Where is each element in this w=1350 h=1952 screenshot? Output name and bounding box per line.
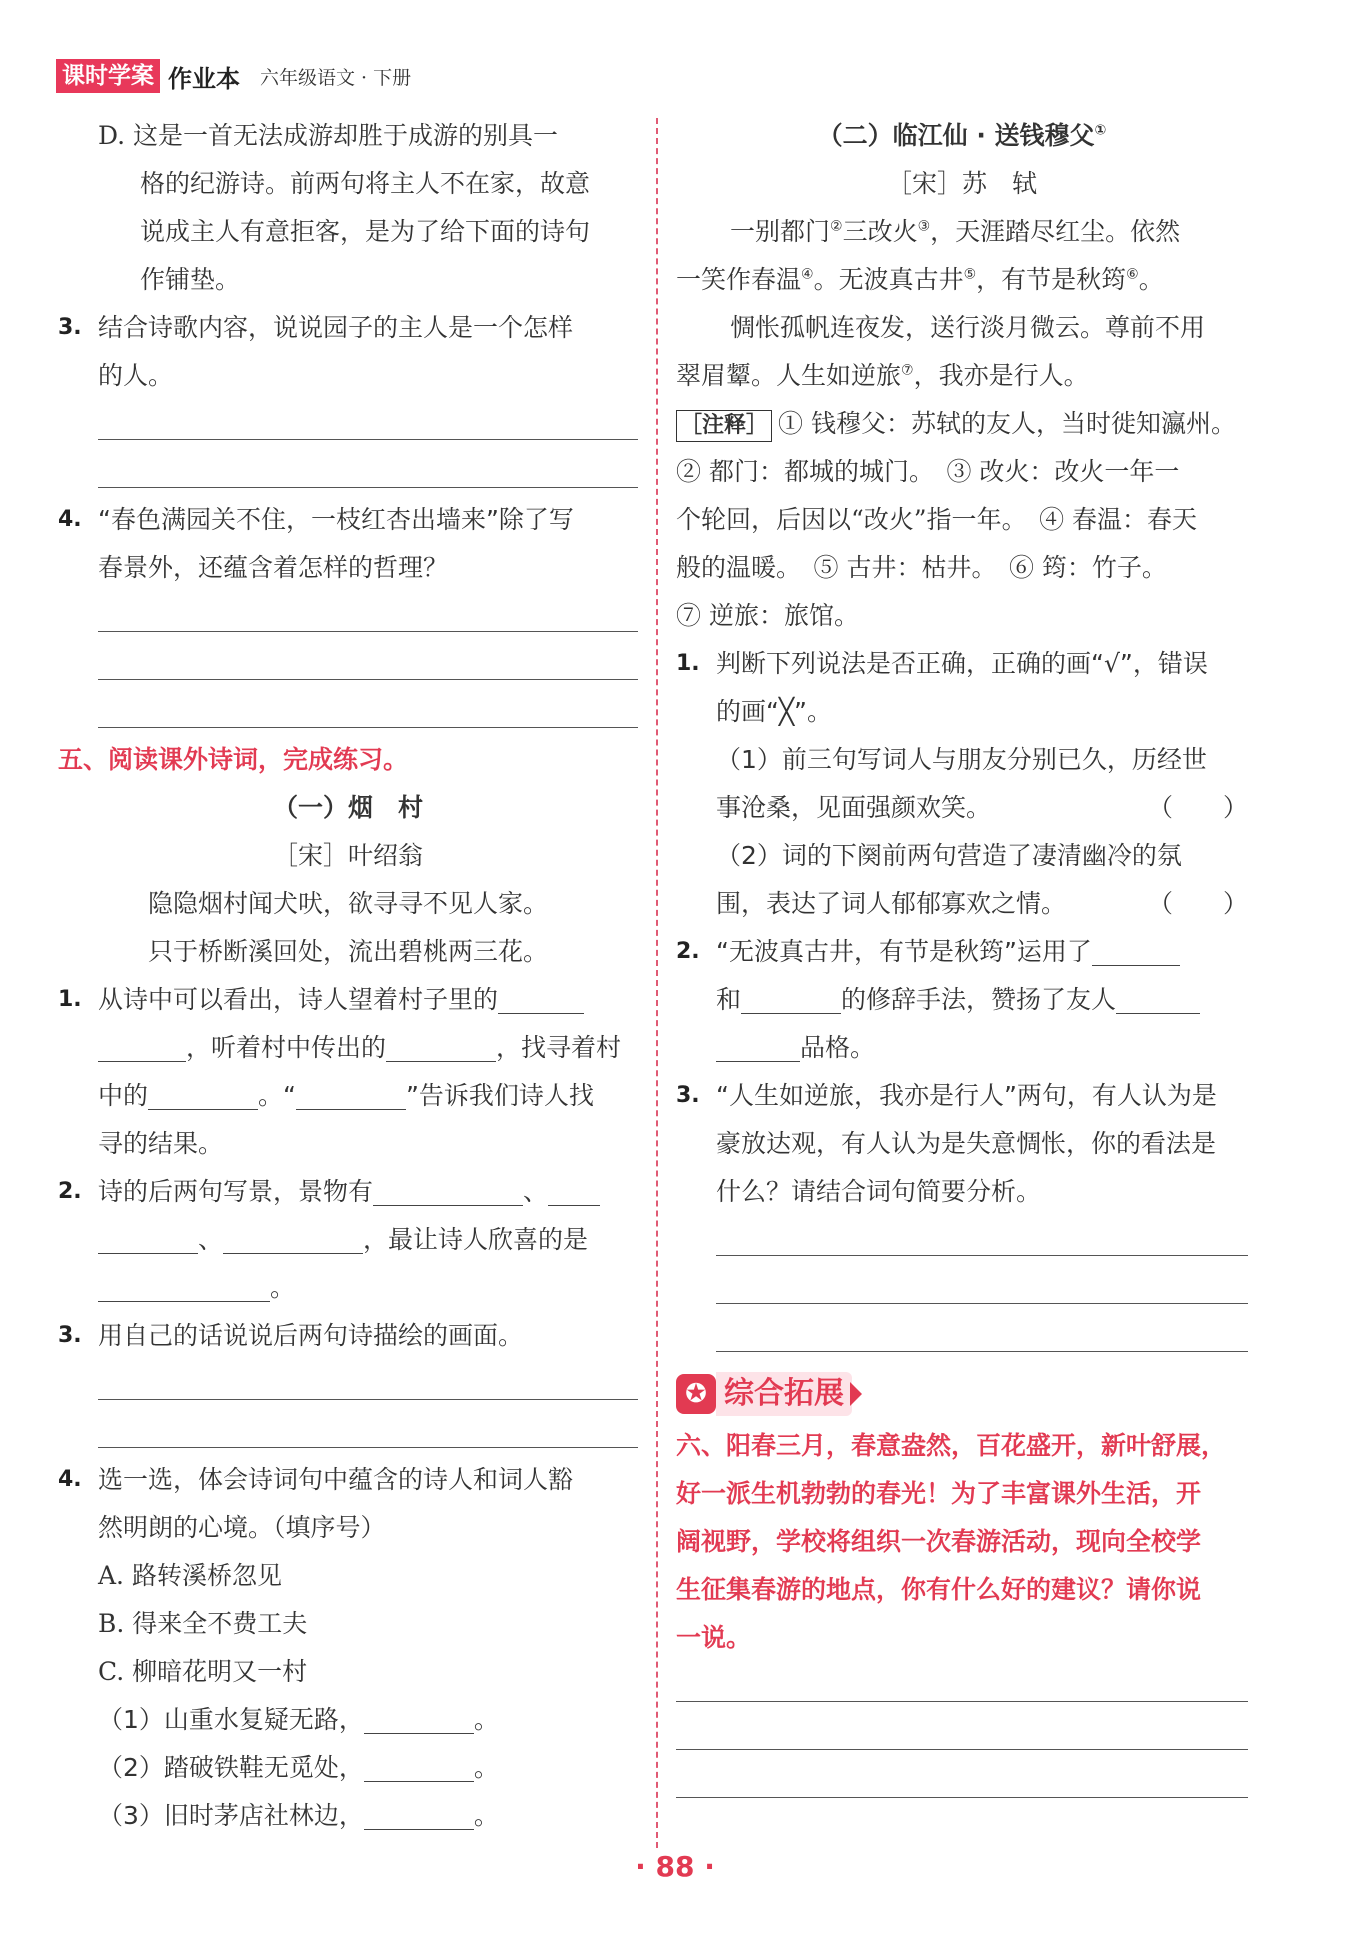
- question-text: 用自己的话说说后两句诗描绘的画面。: [98, 1321, 524, 1350]
- question-text: 、: [198, 1225, 224, 1254]
- question-text: 从诗中可以看出，诗人望着村子里的: [98, 985, 499, 1014]
- question-text: 。“: [258, 1081, 296, 1110]
- star-icon: ✪: [676, 1374, 716, 1414]
- poem1-question-4: [58, 1456, 638, 1504]
- question-number: 3.: [58, 1323, 82, 1348]
- question-text: 和: [716, 985, 742, 1014]
- fill-blank[interactable]: [296, 1080, 406, 1110]
- answer-line[interactable]: [676, 1662, 1248, 1710]
- fill-item: [58, 1696, 638, 1744]
- poem-2-line: [676, 256, 1248, 304]
- question-text: 中的: [98, 1081, 149, 1110]
- period: 。: [473, 1801, 499, 1830]
- answer-line[interactable]: [676, 1710, 1248, 1758]
- question-text: 结合诗歌内容，说说园子的主人是一个怎样: [98, 313, 574, 342]
- fill-blank[interactable]: [98, 1032, 186, 1062]
- question-text: 的修辞手法，赞扬了友人: [841, 985, 1117, 1014]
- poem2-question-3: [676, 1072, 1248, 1120]
- question-text: 判断下列说法是否正确，正确的画“√”，错误: [716, 649, 1208, 678]
- fill-item-text: （2）踏破铁鞋无觅处，: [98, 1753, 364, 1782]
- question-text: 春景外，还蕴含着怎样的哲理？: [98, 553, 449, 582]
- option-d-line: D. 这是一首无法成游却胜于成游的别具一: [98, 121, 559, 150]
- footnote-mark: ①: [1094, 122, 1107, 139]
- statement-text: 事沧桑，见面强颜欢笑。: [716, 793, 992, 822]
- option-d-line: 说成主人有意拒客，是为了给下面的诗句: [140, 217, 591, 246]
- poem-text: ，天涯踏尽红尘。依然: [930, 217, 1181, 246]
- brand-label: 课时学案: [56, 59, 160, 93]
- statement-2: （2）词的下阕前两句营造了凄清幽冷的氛: [716, 841, 1182, 870]
- notes-line: [676, 400, 1248, 448]
- footnote-mark: ②: [830, 218, 843, 235]
- fill-blank[interactable]: [373, 1176, 523, 1206]
- question-text: [676, 1024, 1248, 1072]
- grade-label: 六年级语文 · 下册: [260, 66, 412, 89]
- question-number: 2.: [58, 1179, 82, 1204]
- note-text: ① 钱穆父：苏轼的友人，当时徙知瀛州。: [778, 409, 1236, 438]
- question-text: “无波真古井，有节是秋筠”运用了: [716, 937, 1092, 966]
- question-number: 4.: [58, 507, 82, 532]
- question-4: [58, 496, 638, 544]
- question-text: “春色满园关不住，一枝红杏出墙来”除了写: [98, 505, 574, 534]
- poem2-question-2: [676, 928, 1248, 976]
- answer-parentheses[interactable]: （ ）: [1147, 889, 1248, 918]
- section-6-text: 阔视野，学校将组织一次春游活动，现向全校学: [676, 1527, 1202, 1556]
- fill-item-text: （1）山重水复疑无路，: [98, 1705, 364, 1734]
- fill-item: [58, 1744, 638, 1792]
- book-type-label: 作业本: [168, 64, 240, 93]
- poem-text: 一笑作春温: [676, 265, 802, 294]
- question-text: 诗的后两句写景，景物有: [98, 1177, 374, 1206]
- poem-text: 翠眉颦。人生如逆旅: [676, 361, 902, 390]
- question-text: 品格。: [800, 1033, 876, 1062]
- fill-blank[interactable]: [98, 1272, 270, 1302]
- fill-blank[interactable]: [148, 1080, 258, 1110]
- question-text: “人生如逆旅，我亦是行人”两句，有人认为是: [716, 1081, 1217, 1110]
- choice-option: A. 路转溪桥忽见: [98, 1561, 282, 1590]
- section-banner: [676, 1366, 1248, 1422]
- poem-text: 。: [1138, 265, 1164, 294]
- question-text: 寻的结果。: [98, 1129, 224, 1158]
- section-6-text: 六、阳春三月，春意盎然，百花盛开，新叶舒展，: [676, 1431, 1227, 1460]
- choice-option: C. 柳暗花明又一村: [98, 1657, 308, 1686]
- poem1-question-1: [58, 976, 638, 1024]
- poem1-question-2: [58, 1168, 638, 1216]
- question-text: 的人。: [98, 361, 174, 390]
- fill-blank[interactable]: [1092, 936, 1180, 966]
- poem-2-title-text: （二）临江仙 · 送钱穆父: [817, 121, 1095, 150]
- notes-label: ［注释］: [676, 410, 772, 442]
- question-text: [58, 1072, 638, 1120]
- fill-blank[interactable]: [1116, 984, 1200, 1014]
- notes-line: ② 都门：都城的城门。 ③ 改火：改火一年一: [676, 457, 1180, 486]
- answer-line[interactable]: [676, 1216, 1248, 1264]
- page-header: [56, 58, 411, 94]
- poem1-question-3: [58, 1312, 638, 1360]
- question-text: 、: [523, 1177, 549, 1206]
- answer-line[interactable]: [676, 1758, 1248, 1806]
- fill-blank[interactable]: [386, 1032, 496, 1062]
- footnote-mark: ⑤: [963, 266, 977, 283]
- statement-text: 围，表达了词人郁郁寡欢之情。: [716, 889, 1067, 918]
- question-text: 然明朗的心境。（填序号）: [98, 1513, 386, 1542]
- fill-blank[interactable]: [364, 1704, 474, 1734]
- option-d-line: 格的纪游诗。前两句将主人不在家，故意: [140, 169, 591, 198]
- notes-line: 个轮回，后因以“改火”指一年。 ④ 春温：春天: [676, 505, 1198, 534]
- fill-item: [58, 1792, 638, 1840]
- question-text: [58, 1024, 638, 1072]
- answer-line[interactable]: [676, 1312, 1248, 1360]
- question-text: 。: [270, 1273, 296, 1302]
- question-text: ，听着村中传出的: [186, 1033, 387, 1062]
- option-d-line: 作铺垫。: [140, 265, 241, 294]
- question-number: 1.: [676, 651, 700, 676]
- poem2-question-1: [676, 640, 1248, 688]
- answer-line[interactable]: [58, 1360, 638, 1408]
- question-text: ，最让诗人欣喜的是: [363, 1225, 589, 1254]
- question-3: [58, 304, 638, 352]
- poem-1-line: 隐隐烟村闻犬吠，欲寻寻不见人家。: [147, 889, 548, 918]
- footnote-mark: ⑦: [901, 362, 914, 379]
- statement-1: （1）前三句写词人与朋友分别已久，历经世: [716, 745, 1207, 774]
- fill-blank[interactable]: [548, 1176, 600, 1206]
- poem-2-line: 惆怅孤帆连夜发，送行淡月微云。尊前不用: [730, 313, 1206, 342]
- column-divider: [656, 118, 658, 1848]
- arrow-icon: [850, 1382, 862, 1406]
- fill-item-text: （3）旧时茅店社林边，: [98, 1801, 364, 1830]
- question-number: 3.: [58, 315, 82, 340]
- poem-1-line: 只于桥断溪回处，流出碧桃两三花。: [147, 937, 548, 966]
- poem-2-title: [676, 112, 1248, 160]
- question-text: ，找寻着村: [496, 1033, 622, 1062]
- fill-blank[interactable]: [498, 984, 584, 1014]
- poem-1-title: （一）烟 村: [272, 793, 423, 822]
- question-text: 的画“╳”。: [716, 697, 832, 726]
- answer-line[interactable]: [58, 640, 638, 688]
- question-number: 2.: [676, 939, 700, 964]
- answer-line[interactable]: [58, 400, 638, 448]
- right-column: [676, 112, 1248, 1806]
- question-text: [676, 976, 1248, 1024]
- notes-line: 般的温暖。 ⑤ 古井：枯井。 ⑥ 筠：竹子。: [676, 553, 1167, 582]
- fill-blank[interactable]: [223, 1224, 363, 1254]
- answer-line[interactable]: [676, 1264, 1248, 1312]
- question-text: 什么？请结合词句简要分析。: [716, 1177, 1042, 1206]
- answer-line[interactable]: [58, 592, 638, 640]
- statement-1: [676, 784, 1248, 832]
- question-text: ”告诉我们诗人找: [405, 1081, 594, 1110]
- fill-blank[interactable]: [741, 984, 841, 1014]
- footnote-mark: ④: [801, 266, 814, 283]
- question-number: 3.: [676, 1083, 700, 1108]
- poem-text: ，有节是秋筠: [976, 265, 1127, 294]
- poem-text: 三改火: [842, 217, 918, 246]
- page-number: · 88 ·: [635, 1850, 715, 1883]
- question-text: [58, 1264, 638, 1312]
- poem-2-line: [676, 208, 1248, 256]
- fill-blank[interactable]: [716, 1032, 800, 1062]
- statement-2: [676, 880, 1248, 928]
- fill-blank[interactable]: [364, 1800, 474, 1830]
- answer-line[interactable]: [58, 1408, 638, 1456]
- question-number: 1.: [58, 987, 82, 1012]
- section-6-text: 生征集春游的地点，你有什么好的建议？请你说: [676, 1575, 1202, 1604]
- footnote-mark: ③: [917, 218, 931, 235]
- footnote-mark: ⑥: [1126, 266, 1139, 283]
- period: 。: [473, 1705, 499, 1734]
- section-6-text: 一说。: [676, 1623, 752, 1652]
- question-text: 选一选，体会诗词句中蕴含的诗人和词人豁: [98, 1465, 574, 1494]
- poem-text: 一别都门: [730, 217, 831, 246]
- answer-line[interactable]: [58, 448, 638, 496]
- fill-blank[interactable]: [98, 1224, 198, 1254]
- choice-option: B. 得来全不费工夫: [98, 1609, 308, 1638]
- fill-blank[interactable]: [364, 1752, 474, 1782]
- notes-line: ⑦ 逆旅：旅馆。: [676, 601, 859, 630]
- notes-label-text: 注释: [702, 413, 747, 438]
- left-column: [58, 112, 638, 1840]
- section-5-heading: 五、阅读课外诗词，完成练习。: [58, 745, 409, 774]
- answer-line[interactable]: [58, 688, 638, 736]
- poem-2-line: [676, 352, 1248, 400]
- poem-1-author: ［宋］叶绍翁: [272, 841, 423, 870]
- period: 。: [473, 1753, 499, 1782]
- section-6-text: 好一派生机勃勃的春光！为了丰富课外生活，开: [676, 1479, 1202, 1508]
- question-number: 4.: [58, 1467, 82, 1492]
- answer-parentheses[interactable]: （ ）: [1147, 793, 1248, 822]
- question-text: [58, 1216, 638, 1264]
- poem-2-author: ［宋］苏 轼: [886, 169, 1037, 198]
- poem-text: ，我亦是行人。: [913, 361, 1089, 390]
- poem-text: 。无波真古井: [813, 265, 964, 294]
- question-text: 豪放达观，有人认为是失意惆怅，你的看法是: [716, 1129, 1217, 1158]
- banner-title: 综合拓展: [716, 1372, 852, 1416]
